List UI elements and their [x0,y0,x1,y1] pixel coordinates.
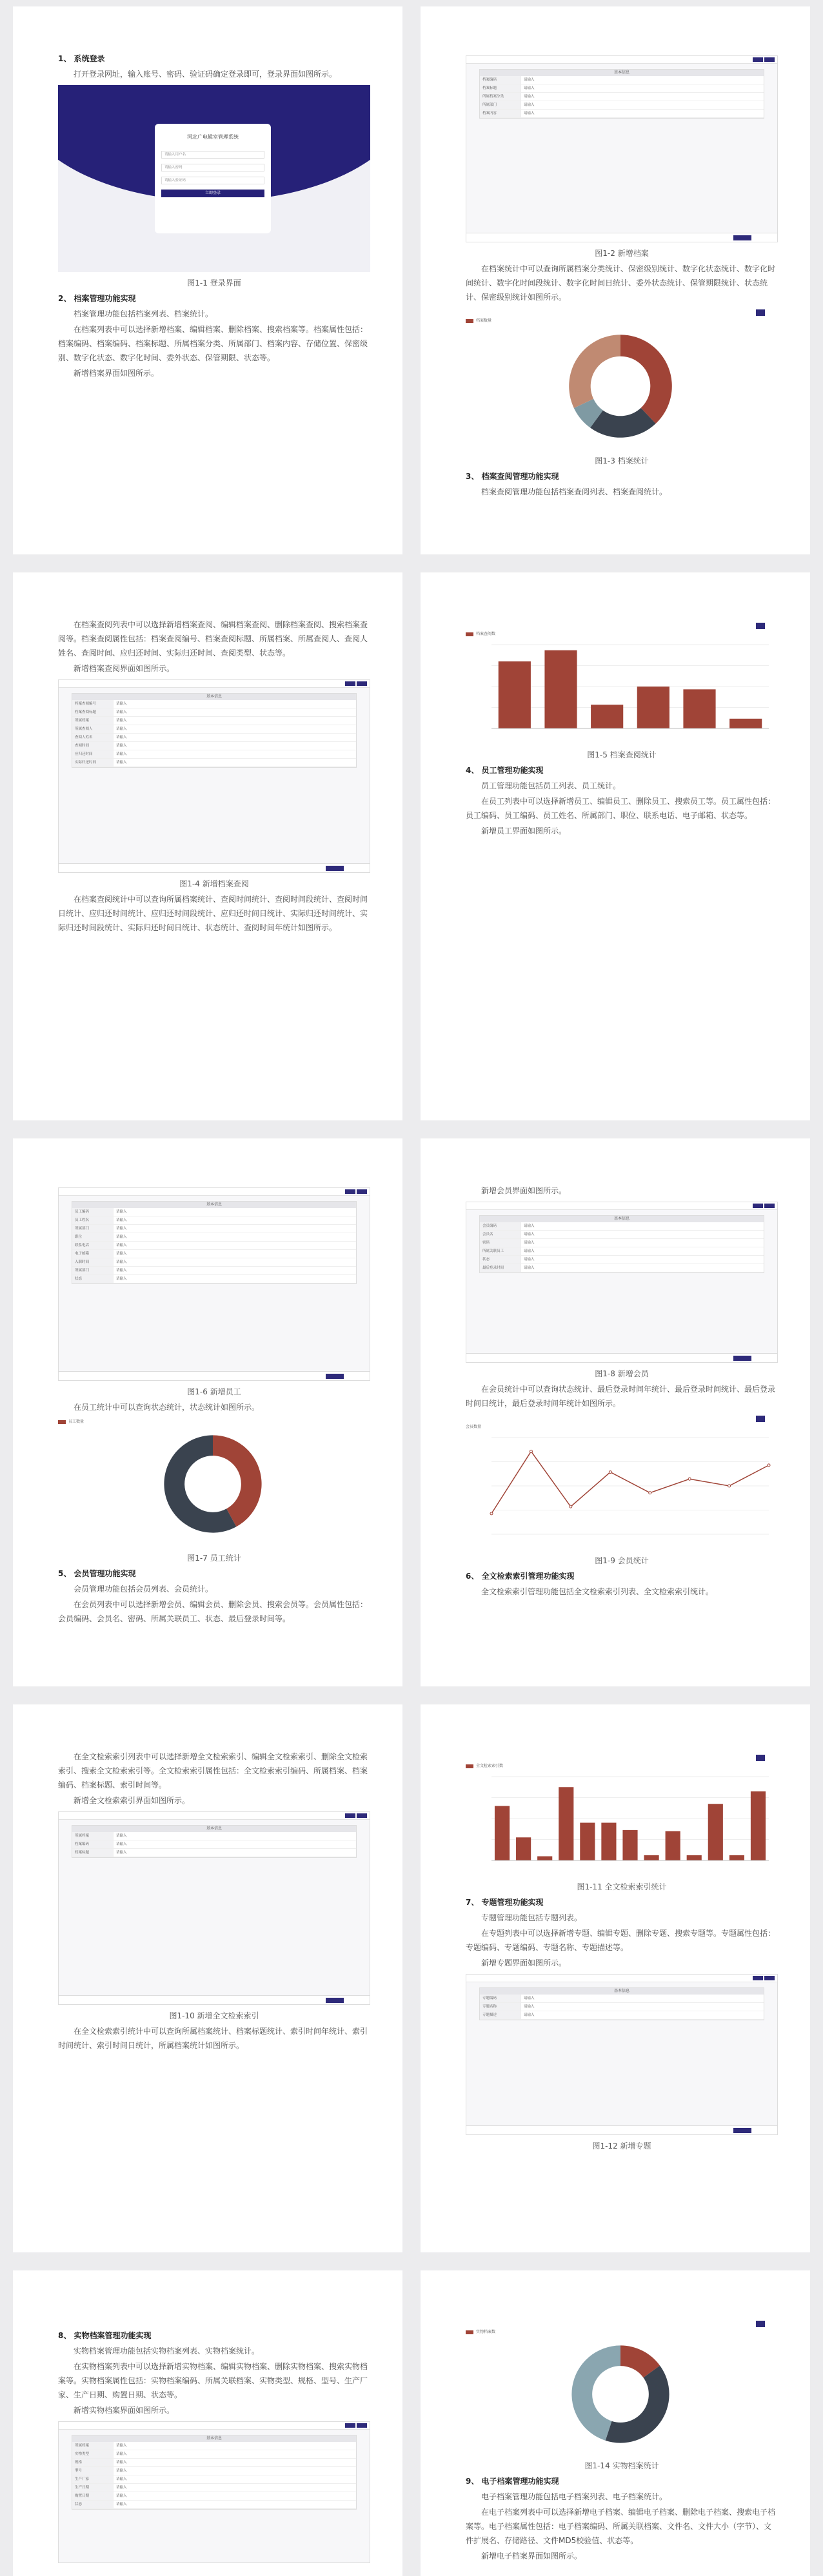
bar [537,1857,552,1861]
form-row [480,84,764,93]
doc-page-2 [421,6,810,554]
field-label: 员工编码 [72,1208,114,1216]
form-row [72,1233,356,1242]
figure-caption: 图1-2 新增档案 [595,249,649,258]
figure-caption: 图1-11 全文检索索引统计 [577,1882,667,1891]
field-label: 生产厂家 [72,2475,114,2483]
form-panel [479,1215,764,1273]
field-label: 状态 [72,1275,114,1283]
bar [644,1855,659,1860]
data-point [728,1485,731,1487]
data-point [609,1471,611,1474]
form-header: 基本信息 [72,1826,356,1832]
form-screenshot [58,2421,370,2563]
paragraph: 专题管理功能包括专题列表。 [481,1913,582,1922]
field-label: 档案查阅标题 [72,708,114,716]
field-label: 最后登录时间 [480,1264,521,1272]
section-title: 1、 系统登录 [58,54,105,63]
field-input[interactable]: 请输入 [116,752,127,756]
form-row [72,2442,356,2450]
login-title: 河北广电辑室管理系统 [187,134,239,140]
field-label: 查阅人姓名 [72,734,114,741]
field-label: 规格 [72,2459,114,2466]
field-input[interactable]: 请输入 [524,2005,535,2009]
field-label: 型号 [72,2467,114,2475]
field-input[interactable]: 请输入 [524,1233,535,1236]
figure-caption: 图1-8 新增会员 [595,1369,649,1378]
bar [687,1855,702,1860]
bar [499,661,531,728]
field-input[interactable]: 请输入 [116,1244,127,1247]
field-label: 所属档案 [72,1832,114,1840]
form-row [72,2501,356,2509]
field-label: 职位 [72,1233,114,1241]
legend-label: 实物档案数 [476,2330,496,2334]
field-label: 所属查阅人 [72,725,114,733]
legend-label: 全文检索索引数 [476,1764,504,1768]
paragraph: 新增专题界面如图所示。 [481,1958,567,1967]
field-input[interactable]: 请输入 [116,2452,127,2456]
bar [637,687,669,728]
bar [591,705,623,728]
paragraph: 员工管理功能包括员工列表、员工统计。 [481,781,621,790]
doc-page-10 [421,2270,810,2576]
bar [516,1837,531,1860]
bar [683,689,715,728]
bar [580,1823,595,1861]
form-row [72,1225,356,1233]
form-row [72,2475,356,2484]
form-screenshot [466,1202,778,1363]
field-input[interactable]: 请输入 [524,112,535,115]
form-header: 基本信息 [480,70,764,76]
form-panel [72,1201,357,1284]
field-label: 档案标题 [480,84,521,92]
form-panel [479,69,764,119]
section-title: 2、 档案管理功能实现 [58,294,136,303]
chart-c7 [58,1418,370,1547]
field-input[interactable]: 请输入 [116,2469,127,2473]
paragraph: 全文检索索引管理功能包括全文检索索引列表、全文检索索引统计。 [481,1587,714,1596]
username-field[interactable]: 请输入用户名 [161,151,264,159]
form-row [480,2011,764,2020]
field-input[interactable]: 请输入 [116,727,127,731]
form-row [72,734,356,742]
doc-page-8 [421,1704,810,2252]
form-row [480,101,764,110]
bar [622,1830,637,1860]
field-input[interactable]: 请输入 [116,1227,127,1231]
form-row [72,2492,356,2501]
doc-page-3 [13,572,402,1120]
section-title: 7、 专题管理功能实现 [466,1898,544,1907]
form-panel [72,693,357,768]
paragraph: 在全文检索索引统计中可以查询所属档案统计、档案标题统计、索引时间年统计、索引时间统计、索引时间日统计，所属档案统计如图所示。 [58,2027,368,2050]
chart-c9 [466,1414,778,1550]
field-label: 档案内容 [480,110,521,117]
figure-caption: 图1-5 档案查阅统计 [587,750,657,759]
form-row [72,2484,356,2492]
form-row [72,2459,356,2467]
paragraph: 实物档案管理功能包括实物档案列表、实物档案统计。 [74,2347,260,2356]
form-row [72,708,356,717]
form-row [72,1849,356,1857]
doc-page-6 [421,1138,810,1686]
figure-caption: 图1-10 新增全文检索索引 [169,2011,259,2020]
paragraph: 新增全文检索索引界面如图所示。 [74,1796,190,1805]
form-row [72,1242,356,1250]
form-row [72,1832,356,1840]
form-row [72,2467,356,2475]
figure-caption: 图1-7 员工统计 [187,1554,241,1563]
form-screenshot [466,55,778,242]
pie-slice [569,335,620,408]
login-screenshot [58,85,370,272]
paragraph: 新增员工界面如图所示。 [481,826,567,835]
field-input[interactable]: 请输入 [116,2444,127,2448]
form-row [480,1247,764,1256]
section-title: 4、 员工管理功能实现 [466,766,544,775]
field-input[interactable]: 请输入 [116,736,127,739]
field-label: 档案编码 [480,76,521,84]
field-input[interactable]: 请输入 [116,710,127,714]
field-label: 状态 [480,1256,521,1264]
bar [751,1791,766,1860]
doc-page-5 [13,1138,402,1686]
form-row [72,742,356,750]
form-row [480,1995,764,2003]
field-input[interactable]: 请输入 [524,1258,535,1262]
form-row [72,1258,356,1267]
field-input[interactable]: 请输入 [116,1252,127,1256]
series-line [491,1451,769,1513]
form-row [72,725,356,734]
data-point [570,1505,572,1508]
field-input[interactable]: 请输入 [524,1996,535,2000]
paragraph: 在员工列表中可以选择新增员工、编辑员工、删除员工、搜索员工等。员工属性包括：员工编码、员工编码、员工姓名、所属部门、职位、联系电话、电子邮箱、状态等。 [466,797,776,820]
form-row [480,1239,764,1247]
field-label: 查阅时间 [72,742,114,750]
field-label: 档案标题 [72,1849,114,1857]
form-panel [479,1987,764,2020]
field-input[interactable]: 请输入 [116,1277,127,1281]
paragraph: 在员工统计中可以查询状态统计，状态统计如图所示。 [74,1403,260,1412]
form-header: 基本信息 [72,694,356,700]
bar [729,1855,744,1860]
field-label: 会员名 [480,1231,521,1238]
pie-slice [620,335,672,424]
form-row [72,759,356,767]
field-input[interactable]: 请输入 [116,1269,127,1273]
data-point [649,1492,651,1494]
form-row [480,110,764,118]
form-row [72,2450,356,2459]
paragraph: 在档案列表中可以选择新增档案、编辑档案、删除档案、搜索档案等。档案属性包括：档案编码、档案编码、档案标题、所属档案分类、所属部门、档案内容、存储位置、保密级别、数字化状态、数字化时间、委外状态、保管期限、状态等。 [58,325,368,362]
paragraph: 新增会员界面如图所示。 [481,1186,567,1195]
bar [666,1831,680,1861]
form-row [480,1256,764,1264]
password-field[interactable]: 请输入密码 [161,164,264,171]
form-row [480,93,764,101]
form-panel [72,1825,357,1858]
section-title: 8、 实物档案管理功能实现 [58,2331,152,2340]
form-row [480,1231,764,1239]
form-header: 基本信息 [72,1202,356,1208]
section-title: 6、 全文检索索引管理功能实现 [466,1572,575,1581]
paragraph: 会员管理功能包括会员列表、会员统计。 [74,1585,213,1594]
figure-caption: 图1-3 档案统计 [595,456,649,465]
login-button[interactable]: 立即登录 [161,190,264,197]
field-input[interactable]: 请输入 [116,1235,127,1239]
paragraph: 电子档案管理功能包括电子档案列表、电子档案统计。 [481,2492,668,2501]
paragraph: 在档案查阅列表中可以选择新增档案查阅、编辑档案查阅、删除档案查阅、搜索档案查阅等。档案查阅属性包括：档案查阅编号、档案查阅标题、所属档案、所属查阅人、查阅人姓名、查阅时间、应归还时间、实际归还时间、查阅类型、状态等。 [58,620,368,658]
field-input[interactable]: 请输入 [116,719,127,723]
paragraph: 在档案统计中可以查询所属档案分类统计、保密级别统计、数字化状态统计、数字化时间统计、数字化时间段统计、数字化时间日统计、委外状态统计、保管期限统计、状态统计、保密级别统计如图所示。 [466,264,776,302]
pie-chart [466,2336,775,2452]
field-input[interactable]: 请输入 [524,1249,535,1253]
field-label: 专题描述 [480,2011,521,2019]
field-input[interactable]: 请输入 [116,1260,127,1264]
field-label: 入职时间 [72,1258,114,1266]
field-input[interactable]: 请输入 [524,86,535,90]
field-label: 状态 [72,2501,114,2508]
field-label: 档案编码 [72,1840,114,1848]
form-row [72,717,356,725]
field-input[interactable]: 请输入 [116,2486,127,2490]
field-label: 档案查阅编号 [72,700,114,708]
paragraph: 在电子档案列表中可以选择新增电子档案、编辑电子档案、删除电子档案、搜索电子档案等。电子档案属性包括：电子档案编码、所属关联档案、文件名、文件大小（字节）、文件扩展名、存储路径、文件MD5校验值、状态等。 [466,2508,776,2545]
paragraph: 档案管理功能包括档案列表、档案统计。 [74,309,213,318]
section-title: 3、 档案查阅管理功能实现 [466,472,559,481]
bar-chart [466,638,775,741]
form-row [72,1208,356,1216]
doc-page-7 [13,1704,402,2252]
field-label: 购置日期 [72,2492,114,2500]
form-row [72,1840,356,1849]
field-label: 所属部门 [480,101,521,109]
pie-chart [58,1426,368,1542]
chart-c11 [466,1753,778,1876]
field-label: 电子邮箱 [72,1250,114,1258]
field-input[interactable]: 请输入 [524,78,535,82]
field-label: 生产日期 [72,2484,114,2492]
field-label: 实物类型 [72,2450,114,2458]
field-input[interactable]: 请输入 [524,95,535,99]
field-input[interactable]: 请输入 [524,1266,535,1270]
field-input[interactable]: 请输入 [116,744,127,748]
paragraph: 新增电子档案界面如图所示。 [481,2552,582,2561]
field-input[interactable]: 请输入 [116,702,127,706]
section-title: 9、 电子档案管理功能实现 [466,2477,559,2486]
field-input[interactable]: 请输入 [116,2477,127,2481]
paragraph: 在全文检索索引列表中可以选择新增全文检索索引、编辑全文检索索引、删除全文检索索引、搜索全文检索索引等。全文检索索引属性包括：全文检索索引编码、所属档案、档案编码、档案标题、索引时间等。 [58,1752,368,1790]
field-label: 专题名称 [480,2003,521,2011]
field-input[interactable]: 请输入 [116,1842,127,1846]
form-row [72,1267,356,1275]
paragraph: 在专题列表中可以选择新增专题、编辑专题、删除专题、搜索专题等。专题属性包括：专题编码、专题编码、专题名称、专题描述等。 [466,1929,776,1952]
data-point [530,1450,532,1452]
data-point [490,1512,493,1515]
figure-caption: 图1-14 实物档案统计 [584,2461,659,2470]
bar [544,650,577,728]
form-screenshot [58,1187,370,1381]
section-title: 5、 会员管理功能实现 [58,1569,136,1578]
bar [495,1806,510,1861]
field-input[interactable]: 请输入 [524,1224,535,1228]
bar-chart [466,1770,775,1873]
chart-c5 [466,621,778,744]
form-row [480,1264,764,1273]
field-label: 会员编码 [480,1222,521,1230]
field-label: 专题编码 [480,1995,521,2002]
field-input[interactable]: 请输入 [116,2494,127,2498]
form-row [72,750,356,759]
line-chart [466,1431,775,1547]
form-row [480,2003,764,2011]
field-label: 应归还时间 [72,750,114,758]
form-header: 基本信息 [72,2435,356,2442]
field-input[interactable]: 请输入 [524,1241,535,1245]
form-row [480,76,764,84]
figure-caption: 图1-9 会员统计 [595,1556,649,1565]
paragraph: 在实物档案列表中可以选择新增实物档案、编辑实物档案、删除实物档案、搜索实物档案等。实物档案属性包括：实物档案编码、所属关联档案、实物类型、规格、型号、生产厂家、生产日期、购置日期、状态等。 [58,2362,368,2399]
field-input[interactable]: 请输入 [116,1210,127,1214]
field-label: 联系电话 [72,1242,114,1249]
pie-chart [466,325,775,447]
field-label: 所属关联员工 [480,1247,521,1255]
captcha-field[interactable]: 请输入验证码 [161,177,264,184]
legend-label: 档案数量 [476,318,492,323]
field-input[interactable]: 请输入 [116,1851,127,1855]
form-header: 基本信息 [480,1216,764,1222]
field-label: 所属档案分类 [480,93,521,101]
bar [559,1787,573,1860]
field-label: 密码 [480,1239,521,1247]
data-point [768,1464,770,1467]
chart-c14 [466,2319,778,2455]
data-point [688,1478,691,1480]
bar [729,719,762,728]
login-box [155,124,271,233]
field-input[interactable]: 请输入 [116,2503,127,2506]
pie-slice [606,2366,669,2443]
paragraph: 在会员列表中可以选择新增会员、编辑会员、删除会员、搜索会员等。会员属性包括：会员编码、会员名、密码、所属关联员工、状态、最后登录时间等。 [58,1600,368,1623]
bar [708,1804,723,1860]
field-label: 员工姓名 [72,1216,114,1224]
form-screenshot [58,679,370,873]
figure-caption: 图1-4 新增档案查阅 [179,879,249,888]
form-panel [72,2435,357,2510]
paragraph: 新增档案查阅界面如图所示。 [74,664,175,673]
field-label: 实际归还时间 [72,759,114,766]
legend-label: 会员数量 [466,1425,482,1429]
figure-caption: 图1-12 新增专题 [592,2142,651,2151]
paragraph: 在会员统计中可以查询状态统计、最后登录时间年统计、最后登录时间统计、最后登录时间日统计，最后登录时间年统计如图所示。 [466,1385,776,1408]
form-row [480,1222,764,1231]
form-row [72,1275,356,1283]
form-row [72,700,356,708]
figure-caption: 图1-1 登录界面 [187,278,241,288]
paragraph: 打开登录网址，输入账号、密码、验证码确定登录即可，登录界面如图所示。 [74,70,337,79]
field-label: 所属档案 [72,717,114,725]
form-screenshot [466,1974,778,2135]
form-row [72,1216,356,1225]
chart-c3 [466,308,778,450]
legend-label: 员工数量 [68,1420,84,1424]
field-label: 所属档案 [72,2442,114,2450]
field-input[interactable]: 请输入 [524,2013,535,2017]
paragraph: 档案查阅管理功能包括档案查阅列表、档案查阅统计。 [481,487,668,496]
form-row [72,1250,356,1258]
bar [601,1823,616,1861]
field-input[interactable]: 请输入 [116,761,127,765]
field-input[interactable]: 请输入 [116,2461,127,2464]
form-header: 基本信息 [480,1988,764,1995]
paragraph: 在档案查阅统计中可以查询所属档案统计、查阅时间统计、查阅时间段统计、查阅时间日统计、应归还时间统计、应归还时间段统计、应归还时间日统计、实际归还时间统计、实际归还时间段统计、实际归还时间日统计、状态统计、查阅时间年统计如图所示。 [58,895,368,932]
doc-page-9 [13,2270,402,2576]
field-label: 所属部门 [72,1267,114,1274]
field-input[interactable]: 请输入 [116,1218,127,1222]
form-screenshot [58,1811,370,2005]
paragraph: 新增实物档案界面如图所示。 [74,2406,175,2415]
figure-caption: 图1-6 新增员工 [187,1387,241,1396]
field-input[interactable]: 请输入 [116,1834,127,1838]
legend-label: 档案查阅数 [476,632,496,636]
doc-page-1 [13,6,402,554]
field-label: 所属部门 [72,1225,114,1233]
paragraph: 新增档案界面如图所示。 [74,369,159,378]
doc-page-4 [421,572,810,1120]
field-input[interactable]: 请输入 [524,103,535,107]
